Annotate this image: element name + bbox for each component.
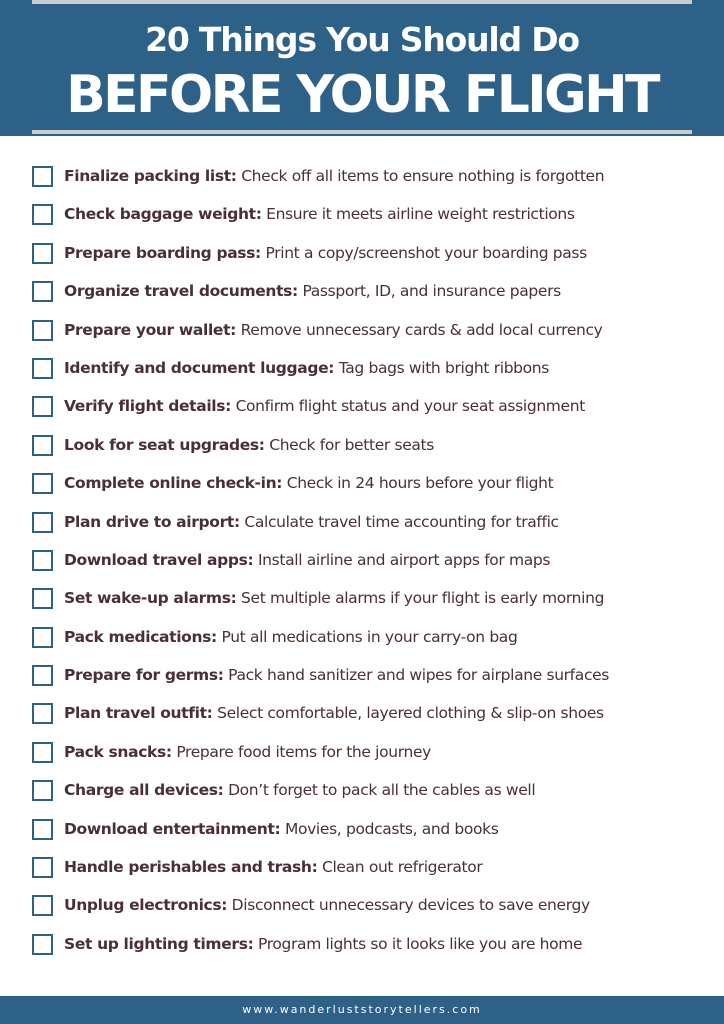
checklist-item-text: [64, 242, 714, 264]
checklist-item-text: [64, 511, 714, 533]
checklist-item-description: Disconnect unnecessary devices to save energy: [231, 896, 590, 915]
checklist-item-description: Print a copy/screenshot your boarding pass: [265, 243, 587, 262]
checkbox[interactable]: [32, 435, 53, 456]
header-top-rule: [32, 0, 692, 4]
checklist-item-label: Download entertainment:: [64, 819, 281, 838]
checkbox[interactable]: [32, 895, 53, 916]
checklist-item: [0, 887, 724, 925]
checklist-item: [0, 350, 724, 388]
page-title-line2: BEFORE YOUR FLIGHT: [66, 65, 658, 125]
checklist-item: [0, 465, 724, 503]
checklist-item-text: [64, 319, 714, 341]
checklist-item-description: Check in 24 hours before your flight: [286, 474, 554, 493]
checkbox[interactable]: [32, 703, 53, 724]
checklist-item-label: Charge all devices:: [64, 781, 224, 800]
checklist-item-description: Pack hand sanitizer and wipes for airplane surfaces: [228, 666, 610, 685]
checklist-item-label: Set wake-up alarms:: [64, 589, 237, 608]
checklist-item-description: Select comfortable, layered clothing & slip-on shoes: [217, 704, 604, 723]
checklist-item-description: Passport, ID, and insurance papers: [302, 282, 561, 301]
checklist-item: [0, 734, 724, 772]
checklist-item-text: [64, 165, 714, 187]
checklist-item: [0, 235, 724, 273]
checkbox[interactable]: [32, 166, 53, 187]
checklist-item-description: Check for better seats: [269, 435, 434, 454]
checkbox[interactable]: [32, 512, 53, 533]
checklist-item-text: [64, 357, 714, 379]
checklist-item-description: Calculate travel time accounting for traffic: [244, 512, 559, 531]
checkbox[interactable]: [32, 819, 53, 840]
checklist-item: [0, 619, 724, 657]
checklist-item-description: Put all medications in your carry-on bag: [221, 627, 518, 646]
checklist-item-text: [64, 894, 714, 916]
checklist-item-description: Set multiple alarms if your flight is early morning: [241, 589, 605, 608]
checklist-item-label: Organize travel documents:: [64, 282, 298, 301]
checklist-item-label: Pack snacks:: [64, 742, 172, 761]
checklist-item-description: Ensure it meets airline weight restrictions: [266, 205, 575, 224]
checklist-item: [0, 388, 724, 426]
checklist-item: [0, 542, 724, 580]
checkbox[interactable]: [32, 857, 53, 878]
checklist-item: [0, 158, 724, 196]
checklist-item: [0, 657, 724, 695]
checklist-item: [0, 772, 724, 810]
checklist-item-label: Unplug electronics:: [64, 896, 228, 915]
checklist-item-description: Don’t forget to pack all the cables as well: [228, 781, 536, 800]
page-title-line1: 20 Things You Should Do: [145, 20, 579, 59]
checklist-item-label: Prepare boarding pass:: [64, 243, 261, 262]
checklist-item-text: [64, 549, 714, 571]
checkbox[interactable]: [32, 243, 53, 264]
checklist-item: [0, 580, 724, 618]
checklist-item-label: Prepare your wallet:: [64, 320, 236, 339]
checklist-item-text: [64, 702, 714, 724]
checklist-item-text: [64, 933, 714, 955]
checklist-item-label: Identify and document luggage:: [64, 358, 335, 377]
checkbox[interactable]: [32, 396, 53, 417]
checklist-item: [0, 427, 724, 465]
checklist-item-label: Finalize packing list:: [64, 167, 237, 185]
checkbox[interactable]: [32, 473, 53, 494]
checklist-item: [0, 695, 724, 733]
checklist-item-text: [64, 587, 714, 609]
checklist-item-text: [64, 779, 714, 801]
checklist-item-description: Clean out refrigerator: [322, 858, 483, 877]
checklist: [0, 158, 724, 964]
checklist-item-label: Set up lighting timers:: [64, 934, 254, 953]
checklist-item-description: Check off all items to ensure nothing is forgotten: [241, 167, 605, 185]
checklist-item-label: Plan drive to airport:: [64, 512, 240, 531]
checkbox[interactable]: [32, 204, 53, 225]
checklist-item-label: Plan travel outfit:: [64, 704, 213, 723]
checklist-item-text: [64, 856, 714, 878]
checklist-item: [0, 849, 724, 887]
checkbox[interactable]: [32, 934, 53, 955]
header-bottom-rule: [32, 130, 692, 134]
checklist-item-description: Tag bags with bright ribbons: [338, 358, 549, 377]
checkbox[interactable]: [32, 665, 53, 686]
checklist-item-text: [64, 741, 714, 763]
checklist-item-text: [64, 280, 714, 302]
checkbox[interactable]: [32, 320, 53, 341]
footer-website: www.wanderluststorytellers.com: [242, 1003, 482, 1016]
checkbox[interactable]: [32, 358, 53, 379]
checkbox[interactable]: [32, 780, 53, 801]
checklist-item-description: Prepare food items for the journey: [176, 742, 431, 761]
header-banner: [0, 0, 724, 136]
checkbox[interactable]: [32, 742, 53, 763]
checklist-item-label: Verify flight details:: [64, 397, 231, 416]
checklist-item-description: Install airline and airport apps for maps: [257, 550, 551, 569]
checklist-item: [0, 273, 724, 311]
checklist-item-text: [64, 626, 714, 648]
checklist-item-label: Check baggage weight:: [64, 205, 262, 224]
checklist-item-description: Movies, podcasts, and books: [284, 819, 499, 838]
checklist-item: [0, 504, 724, 542]
checklist-item-text: [64, 818, 714, 840]
checklist-item-label: Complete online check-in:: [64, 474, 283, 493]
checklist-item: [0, 196, 724, 234]
checklist-item-text: [64, 395, 714, 417]
checklist-item-text: [64, 472, 714, 494]
checkbox[interactable]: [32, 281, 53, 302]
checklist-item: [0, 312, 724, 350]
footer-bar: [0, 996, 724, 1024]
checklist-item-text: [64, 664, 714, 686]
checklist-item-description: Program lights so it looks like you are home: [258, 934, 583, 953]
checkbox[interactable]: [32, 550, 53, 571]
checklist-item-text: [64, 434, 714, 456]
checklist-item-description: Confirm flight status and your seat assignment: [235, 397, 585, 416]
checklist-item-label: Prepare for germs:: [64, 666, 224, 685]
checklist-item-label: Look for seat upgrades:: [64, 435, 265, 454]
checklist-item-label: Download travel apps:: [64, 550, 254, 569]
checkbox[interactable]: [32, 588, 53, 609]
checklist-item: [0, 811, 724, 849]
checklist-item: [0, 926, 724, 964]
checklist-item-text: [64, 203, 714, 225]
checkbox[interactable]: [32, 627, 53, 648]
checklist-item-description: Remove unnecessary cards & add local currency: [240, 320, 603, 339]
checklist-item-label: Pack medications:: [64, 627, 217, 646]
checklist-item-label: Handle perishables and trash:: [64, 858, 318, 877]
